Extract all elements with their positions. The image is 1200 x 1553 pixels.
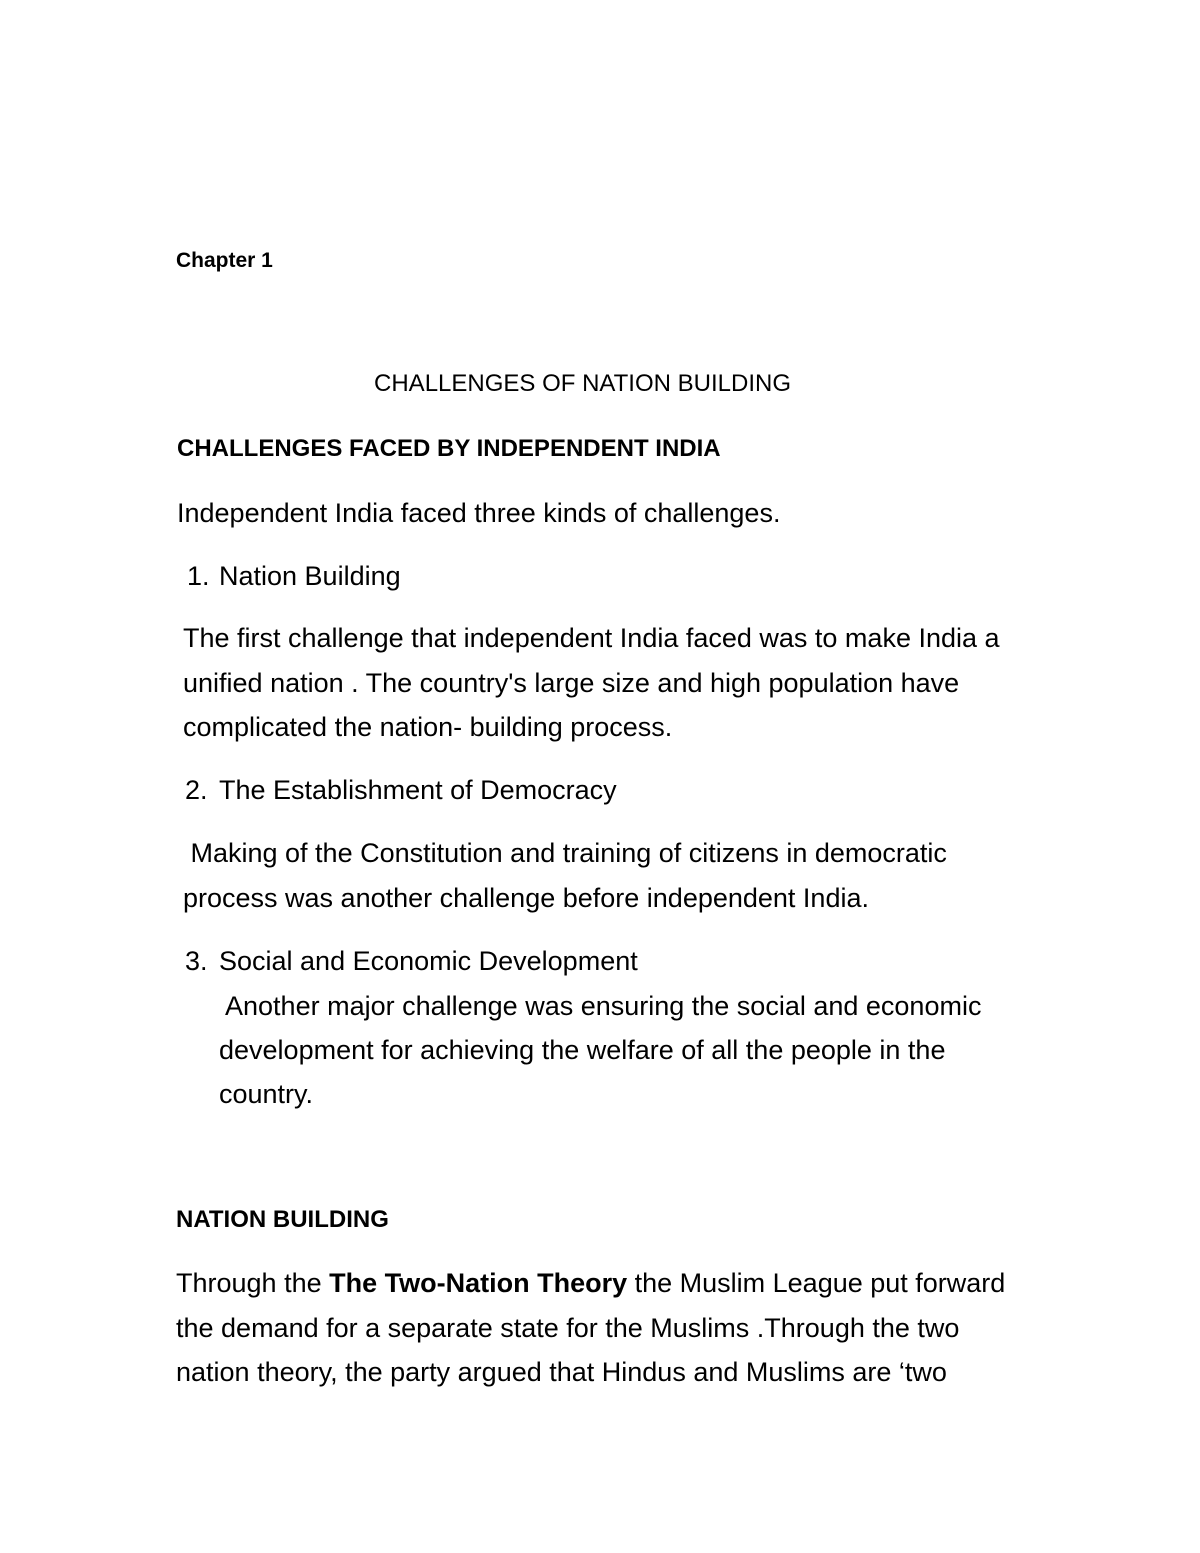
list-item-development: Social and Economic Development (219, 946, 638, 976)
chapter-label: Chapter 1 (176, 249, 273, 272)
text-span: Through the (176, 1268, 330, 1298)
two-nation-paragraph-line (176, 1270, 1005, 1297)
item3-text-line: country. (219, 1079, 314, 1109)
item1-text-line: unified nation . The country's large size and high population have (183, 668, 960, 698)
document-title: CHALLENGES OF NATION BUILDING (374, 370, 791, 397)
item2-text-line: Making of the Constitution and training of citizens in democratic (183, 838, 947, 868)
section-heading-nation-building: NATION BUILDING (176, 1206, 389, 1233)
two-nation-paragraph-line: the demand for a separate state for the Muslims .Through the two (176, 1313, 960, 1343)
item3-text-line: Another major challenge was ensuring the social and economic (219, 991, 982, 1021)
section-heading-challenges: CHALLENGES FACED BY INDEPENDENT INDIA (177, 435, 721, 462)
list-number-2: 2. (185, 775, 208, 805)
item2-text-line: process was another challenge before independent India. (183, 883, 869, 913)
two-nation-paragraph-line: nation theory, the party argued that Hindus and Muslims are ‘two (176, 1357, 947, 1387)
two-nation-theory-term: The Two-Nation Theory (329, 1268, 628, 1298)
item1-text-line: complicated the nation- building process. (183, 712, 673, 742)
item3-text-line: development for achieving the welfare of all the people in the (219, 1035, 946, 1065)
intro-paragraph: Independent India faced three kinds of challenges. (177, 498, 781, 528)
list-item-nation-building: Nation Building (219, 561, 401, 591)
list-item-democracy: The Establishment of Democracy (219, 775, 617, 805)
list-number-3: 3. (185, 946, 208, 976)
list-number-1: 1. (187, 561, 210, 591)
text-span: the Muslim League put forward (627, 1268, 1006, 1298)
item1-text-line: The first challenge that independent India faced was to make India a (183, 623, 1000, 653)
